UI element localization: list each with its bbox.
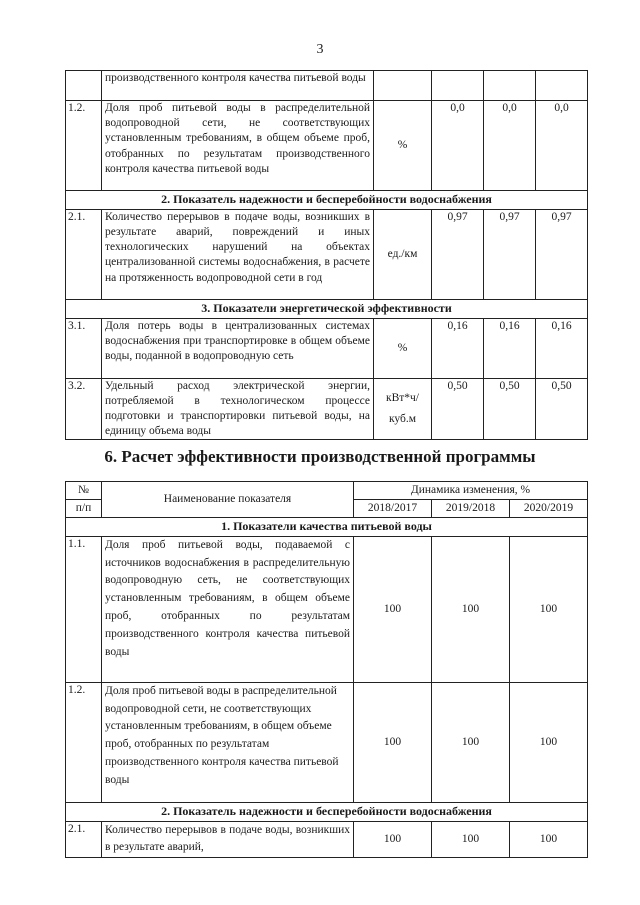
row-index [66,71,102,101]
value-cell: 0,0 [484,101,536,191]
section-row [66,299,588,318]
table-row [66,101,588,191]
table-row [66,71,588,101]
indicator-name: производственного контроля качества питьевой воды [102,71,374,101]
row-index: 1.2. [66,682,102,802]
value-cell: 0,97 [432,209,484,299]
section-row [66,802,588,821]
table-row [66,318,588,378]
value-cell: 0,16 [536,318,588,378]
indicator-name: Доля потерь воды в централизованных системах водоснабжения при транспортировке в общем объеме воды, поданной в водопроводную сеть [102,318,374,378]
name-header: Наименование показателя [102,482,354,518]
table-row [66,821,588,858]
row-index: 2.1. [66,821,102,858]
unit: % [374,318,432,378]
year-header: 2018/2017 [354,500,432,518]
value-cell: 0,50 [432,378,484,440]
value-cell: 100 [510,682,588,802]
indicator-name: Удельный расход электрической энергии, потребляемой в технологическом процессе подготовки и транспортировки питьевой воды, на единицу объема воды [102,378,374,440]
value-cell: 0,50 [484,378,536,440]
value-cell: 0,16 [484,318,536,378]
value-cell: 0,50 [536,378,588,440]
indicator-name: Количество перерывов в подаче воды, возникших в результате аварий, [102,821,354,858]
table-row [66,536,588,682]
value-cell: 0,97 [484,209,536,299]
row-index: 3.2. [66,378,102,440]
table-row [66,209,588,299]
value-cell: 100 [432,536,510,682]
num-header-sub: п/п [66,500,102,518]
year-header: 2019/2018 [432,500,510,518]
indicator-name: Доля проб питьевой воды в распределительной водопроводной сети, не соответствующих установленным требованиям, в общем объеме проб, отобранных по результатам производственного контроля качества питьевой воды [102,101,374,191]
value-cell: 0,97 [536,209,588,299]
value-cell: 100 [432,682,510,802]
section-title: 2. Показатель надежности и бесперебойности водоснабжения [66,191,588,210]
section-row [66,518,588,537]
section-heading: 6. Расчет эффективности производственной программы [104,447,536,466]
row-index: 1.1. [66,536,102,682]
year-header: 2020/2019 [510,500,588,518]
value-cell: 100 [432,821,510,858]
unit: ед./км [374,209,432,299]
section-title: 2. Показатель надежности и бесперебойности водоснабжения [66,802,588,821]
table-row [66,682,588,802]
value-cell: 0,0 [536,101,588,191]
unit [374,378,432,440]
value-cell: 100 [510,536,588,682]
value-cell: 0,0 [432,101,484,191]
indicator-name: Количество перерывов в подаче воды, возникших в результате аварий, повреждений и иных технологических нарушений на объектах централизованной системы водоснабжения, в расчете на протяженность водопроводной сети в год [102,209,374,299]
row-index: 3.1. [66,318,102,378]
indicators-table [65,70,588,440]
indicator-name: Доля проб питьевой воды, подаваемой с источников водоснабжения в распределительную водопроводную сеть, не соответствующих установленным требованиям, в общем объеме проб, отобранных по результатам производственного контроля качества питьевой воды [102,536,354,682]
unit: % [374,101,432,191]
header-row [66,482,588,500]
section-title: 3. Показатели энергетической эффективности [66,299,588,318]
dynamics-header: Динамика изменения, % [354,482,588,500]
unit-bottom: куб.м [388,413,417,425]
section-title: 1. Показатели качества питьевой воды [66,518,588,537]
value-cell: 0,16 [432,318,484,378]
value-cell: 100 [354,536,432,682]
page-number: 3 [316,42,324,57]
section-row [66,191,588,210]
indicator-name: Доля проб питьевой воды в распределительной водопроводной сети, не соответствующих установленным требованиям, в общем объеме проб, отобранных по результатам производственного контроля качества питьевой воды [102,682,354,802]
unit-top: кВт*ч/ [385,391,419,404]
row-index: 1.2. [66,101,102,191]
value-cell: 100 [354,821,432,858]
efficiency-table [65,481,588,858]
num-header: № [66,482,102,500]
table-row [66,378,588,440]
row-index: 2.1. [66,209,102,299]
value-cell: 100 [510,821,588,858]
value-cell: 100 [354,682,432,802]
